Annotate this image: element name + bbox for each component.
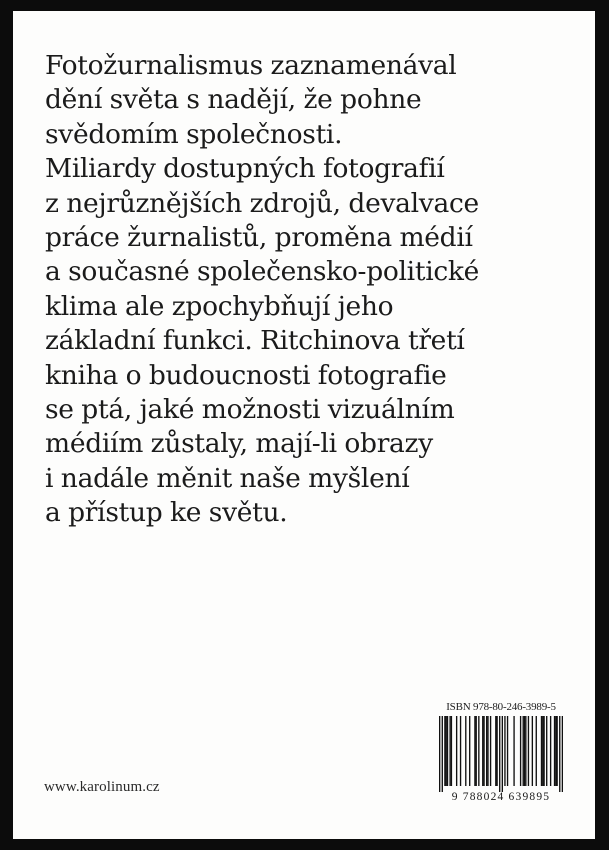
barcode-bar: [449, 716, 450, 786]
book-back-cover: [13, 11, 595, 839]
blurb-line: základní funkci. Ritchinova třetí: [45, 325, 465, 357]
barcode-bar: [456, 716, 457, 786]
blurb-line: kniha o budoucnosti fotografie: [45, 359, 447, 391]
barcode-bar: [536, 716, 537, 786]
barcode-bar: [446, 716, 447, 786]
blurb-line: práce žurnalistů, proměna médií: [45, 222, 473, 254]
barcode-bar: [525, 716, 526, 786]
barcode-bar: [562, 716, 563, 792]
blurb-line: a současné společensko-politické: [45, 256, 480, 288]
barcode-bar: [487, 716, 488, 786]
barcode-bar: [482, 716, 483, 786]
barcode-bar: [474, 716, 475, 786]
barcode-bar: [486, 716, 487, 786]
barcode-bar: [550, 716, 551, 786]
blurb-line: svědomím společnosti.: [45, 118, 343, 150]
blurb-line: a přístup ke světu.: [45, 497, 288, 529]
barcode-bar: [483, 716, 484, 786]
barcode-bar: [496, 716, 497, 786]
barcode-bar: [490, 716, 491, 786]
barcode-digits: 9 788024 639895: [451, 791, 551, 803]
blurb-line: se ptá, jaké možnosti vizuálním: [45, 394, 455, 426]
barcode-bar: [513, 716, 514, 786]
blurb-line: Fotožurnalismus zaznamenával: [45, 50, 457, 81]
barcode-bar: [532, 716, 533, 786]
barcode-bar: [439, 716, 440, 792]
barcode-bar: [469, 716, 470, 786]
barcode-bar: [524, 716, 525, 786]
barcode-bar: [499, 716, 500, 792]
barcode-bar: [542, 716, 543, 786]
barcode-bar: [556, 716, 557, 786]
barcode-bar: [543, 716, 544, 786]
blurb-line: z nejrůznějších zdrojů, devalvace: [45, 187, 479, 219]
barcode-bar: [528, 716, 529, 786]
barcode-bar: [447, 716, 448, 786]
blurb-line: klima ale zpochybňují jeho: [45, 290, 394, 322]
barcode-graphic: [439, 716, 563, 792]
blurb-paragraph: [45, 49, 590, 531]
barcode-bar: [507, 716, 508, 786]
barcode-bar: [465, 716, 466, 786]
barcode-bar: [504, 716, 505, 786]
barcode-bar: [559, 716, 560, 792]
barcode-bar: [478, 716, 479, 786]
barcode-bar: [460, 716, 461, 786]
barcode-bar: [476, 716, 477, 786]
barcode-bar: [442, 716, 443, 792]
barcode-bar: [554, 716, 555, 786]
barcode-bar: [541, 716, 542, 786]
barcode-bar: [444, 716, 445, 786]
isbn-label: ISBN 978-80-246-3989-5: [446, 701, 556, 713]
barcode-bar: [523, 716, 524, 786]
barcode-bar: [546, 716, 547, 786]
blurb-line: médiím zůstaly, mají-li obrazy: [45, 428, 433, 460]
barcode-bar: [495, 716, 496, 786]
barcode-bar: [520, 716, 521, 786]
publisher-website: www.karolinum.cz: [44, 779, 160, 795]
isbn-barcode-block: [439, 701, 563, 803]
blurb-line: i nadále měnit naše myšlení: [45, 462, 410, 494]
barcode-bar: [555, 716, 556, 786]
blurb-line: dění světa s nadějí, že pohne: [45, 84, 422, 116]
barcode-bar: [451, 716, 452, 786]
barcode-bar: [502, 716, 503, 792]
blurb-line: Miliardy dostupných fotografií: [45, 153, 445, 185]
